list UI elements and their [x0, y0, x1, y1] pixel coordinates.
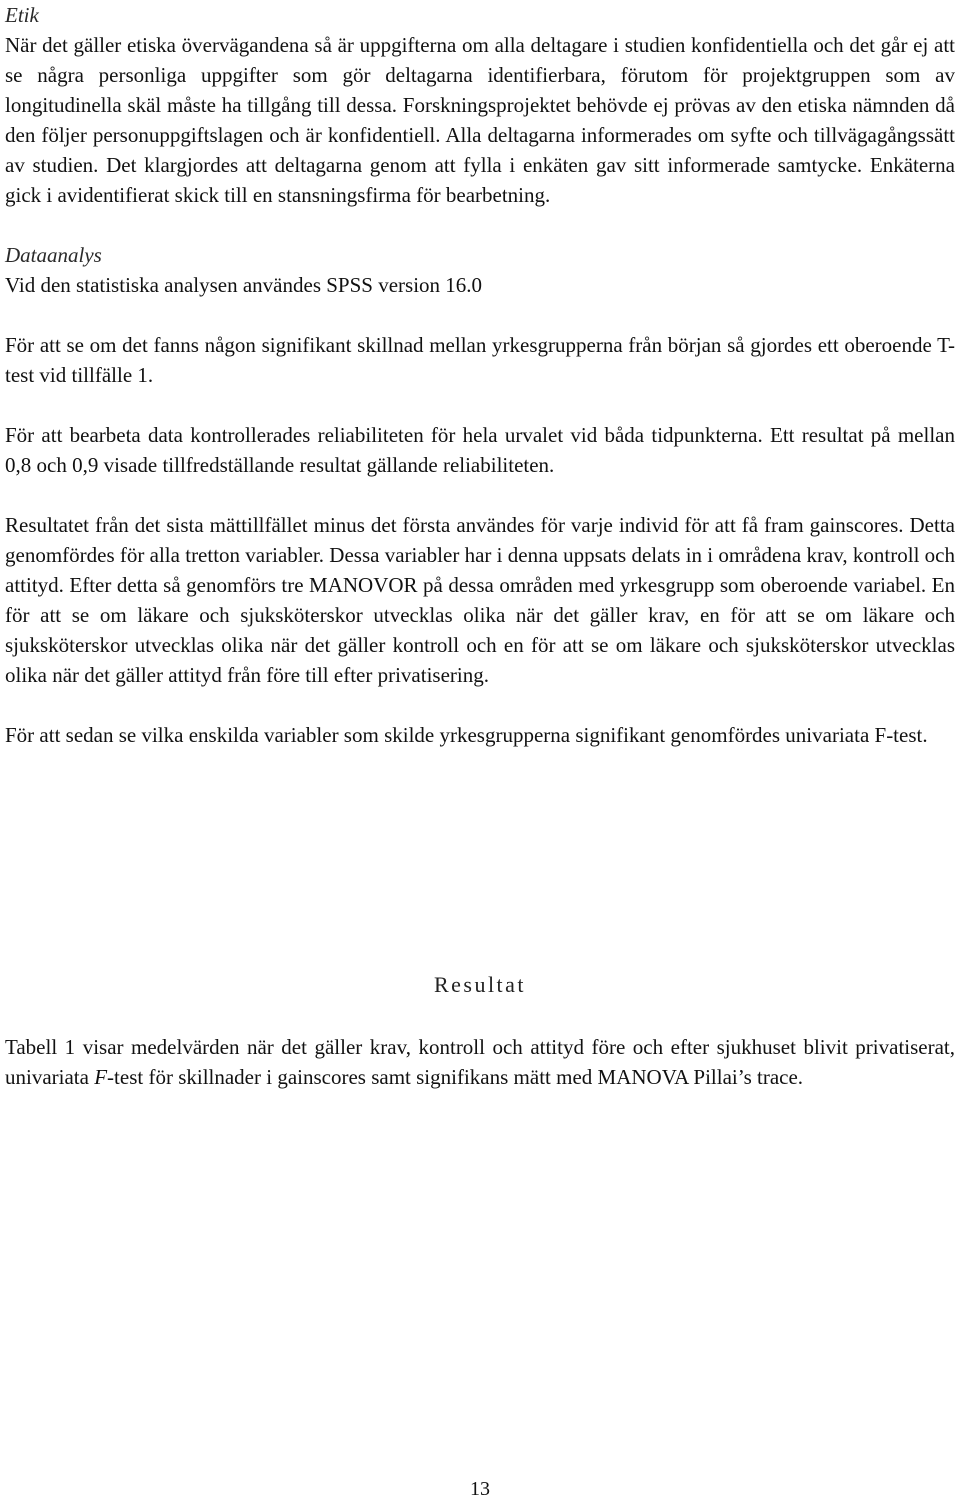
- dataanalys-paragraph-5: För att sedan se vilka enskilda variabler som skilde yrkesgrupperna signifikant genomfördes univariata F-test.: [5, 723, 928, 747]
- etik-section: [5, 0, 955, 210]
- page-number: 13: [470, 1478, 490, 1500]
- dataanalys-reliability: [5, 420, 955, 480]
- dataanalys-paragraph-1: Vid den statistiska analysen användes SPSS version 16.0: [5, 273, 483, 297]
- dataanalys-heading: Dataanalys: [5, 243, 102, 267]
- dataanalys-ftest: [5, 720, 955, 750]
- f-symbol: F: [94, 1065, 108, 1089]
- dataanalys-paragraph-2: För att se om det fanns någon signifikant skillnad mellan yrkesgrupperna från början så gjordes ett oberoende T-test vid tillfälle 1.: [5, 333, 955, 387]
- resultat-section: [5, 1032, 955, 1092]
- resultat-text-after: -test för skillnader i gainscores samt signifikans mätt med MANOVA Pillai’s trace.: [107, 1065, 804, 1089]
- dataanalys-paragraph-4: Resultatet från det sista mättillfället minus det första användes för varje individ för att få fram gainscores. Detta genomfördes för alla tretton variabler. Dessa variabler har i denna uppsats delats in i områdena krav, kontroll och attityd. Efter detta så genomförs tre MANOVOR på dessa områden med yrkesgrupp som oberoende variabel. En för att se om läkare och sjuksköterskor utvecklas olika när det gäller krav, en för att se om läkare och sjuksköterskor utvecklas olika när det gäller kontroll och en för att se om läkare och sjuksköterskor utvecklas olika när det gäller attityd från före till efter privatisering.: [5, 513, 955, 687]
- etik-heading: Etik: [5, 3, 39, 27]
- dataanalys-ttest: [5, 330, 955, 390]
- etik-paragraph: När det gäller etiska övervägandena så är uppgifterna om alla deltagare i studien konfidentiella och det går ej att se några personliga uppgifter som gör deltagarna identifierbara, förutom för projektgruppen som av longitudinella skäl måste ha tillgång till dessa. Forskningsprojektet behövde ej prövas av den etiska nämnden då den följer personuppgiftslagen och är konfidentiell. Alla deltagarna informerades om syfte och tillvägagångssätt av studien. Det klargjordes att deltagarna genom att fylla i enkäten gav sitt informerade samtycke. Enkäterna gick i avidentifierat skick till en stansningsfirma för bearbetning.: [5, 33, 955, 207]
- resultat-text-before: Tabell 1 visar medelvärden när det gäller krav, kontroll och attityd före och efter sjukhuset blivit privatiserat, univariata: [5, 1035, 955, 1089]
- dataanalys-paragraph-3: För att bearbeta data kontrollerades reliabiliteten för hela urvalet vid båda tidpunkterna. Ett resultat på mellan 0,8 och 0,9 visade tillfredställande resultat gällande reliabiliteten.: [5, 423, 955, 477]
- dataanalys-gainscores: [5, 510, 955, 690]
- resultat-paragraph: [5, 1032, 955, 1092]
- resultat-heading: Resultat: [433, 972, 527, 997]
- dataanalys-section: [5, 240, 955, 300]
